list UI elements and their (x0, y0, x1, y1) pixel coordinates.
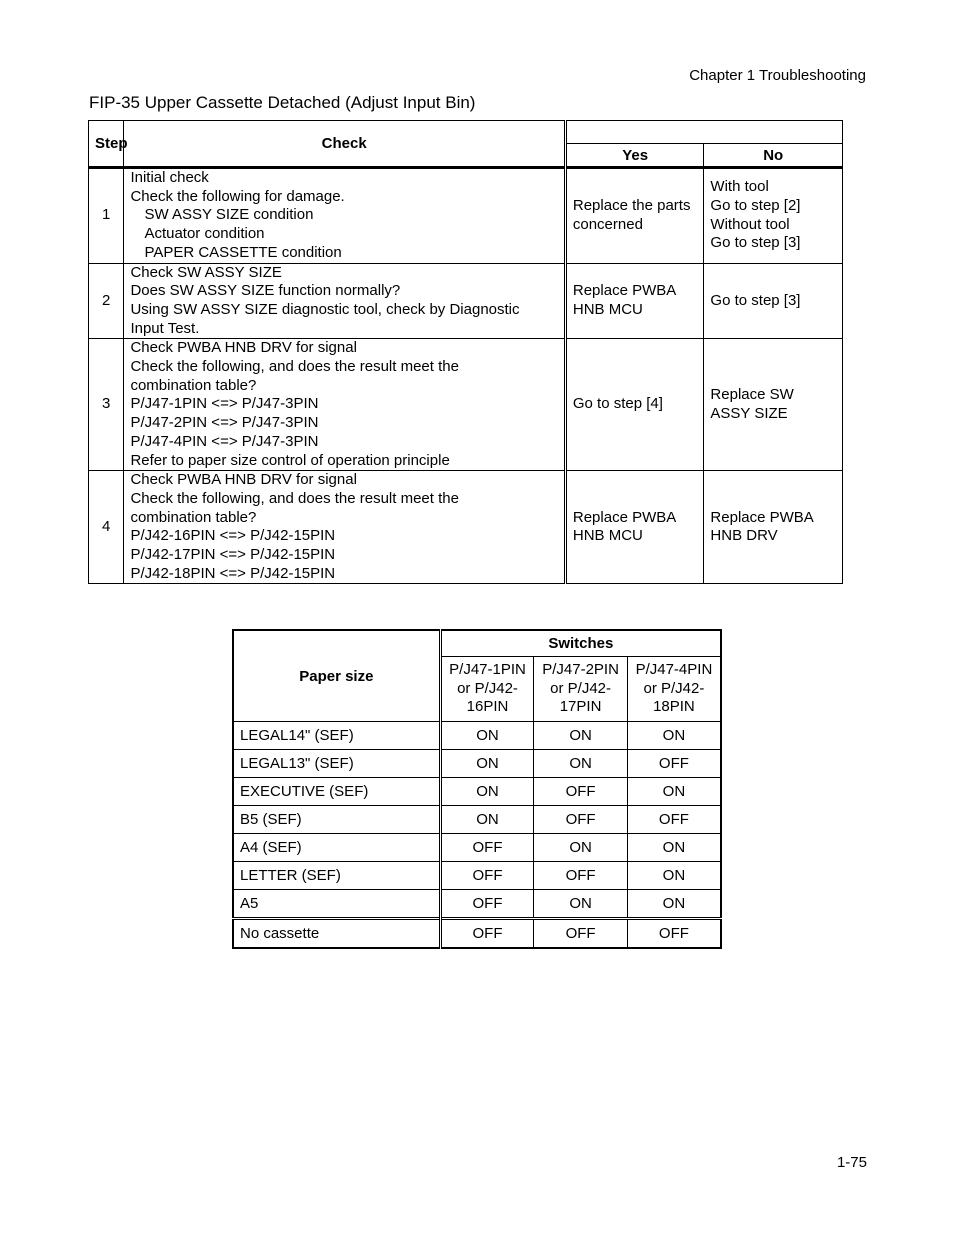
header-step: Step (89, 121, 124, 168)
check-line: Check the following for damage. (130, 187, 345, 205)
check-line: Check SW ASSY SIZE (130, 263, 282, 281)
switch-value-cell: ON (534, 750, 628, 778)
switch-value-cell: ON (627, 722, 721, 750)
table-row (233, 750, 721, 778)
check-line: P/J47-4PIN <=> P/J47-3PIN (130, 432, 319, 450)
switch-value-cell: OFF (534, 778, 628, 806)
switch-value-cell: ON (534, 834, 628, 862)
no-line: Replace PWBA (710, 508, 814, 526)
check-line: P/J42-17PIN <=> P/J42-15PIN (130, 546, 336, 564)
check-line: Refer to paper size control of operation principle (130, 451, 450, 469)
no-line: HNB DRV (710, 527, 778, 545)
switch-value-cell: ON (627, 778, 721, 806)
check-indent-line: Actuator condition (144, 225, 265, 243)
paper-size-cell: B5 (SEF) (233, 806, 440, 834)
paper-size-cell: EXECUTIVE (SEF) (233, 778, 440, 806)
check-line: Does SW ASSY SIZE function normally? (130, 282, 401, 300)
yes-line: Replace the parts (572, 197, 691, 215)
check-cell (124, 263, 565, 339)
switch-value-cell: OFF (534, 862, 628, 890)
no-line: Go to step [2] (710, 197, 801, 215)
check-line: P/J42-16PIN <=> P/J42-15PIN (130, 527, 336, 545)
check-cell (124, 168, 565, 264)
switch-value-cell: OFF (440, 890, 534, 919)
table-row (233, 778, 721, 806)
switch-column-header (534, 657, 628, 722)
no-line: With tool (710, 178, 769, 196)
check-line: Check PWBA HNB DRV for signal (130, 339, 357, 357)
switch-header-line: 18PIN (653, 698, 695, 716)
yes-line: concerned (572, 215, 643, 233)
check-line: Using SW ASSY SIZE diagnostic tool, check by Diagnostic (130, 300, 520, 318)
switch-column-header (440, 657, 534, 722)
paper-size-cell: A4 (SEF) (233, 834, 440, 862)
header-switches: Switches (440, 630, 721, 657)
switch-value-cell: OFF (627, 806, 721, 834)
switch-value-cell: ON (440, 806, 534, 834)
page-title: FIP-35 Upper Cassette Detached (Adjust Input Bin) (89, 93, 476, 112)
yes-line: HNB MCU (572, 527, 643, 545)
no-line: Replace SW (710, 386, 794, 404)
switch-value-cell: OFF (627, 750, 721, 778)
table-row (89, 263, 843, 339)
check-line: combination table? (130, 508, 257, 526)
check-indent-line: PAPER CASSETTE condition (144, 243, 342, 261)
table-row (89, 168, 843, 264)
paper-size-cell: LEGAL13" (SEF) (233, 750, 440, 778)
table-row (233, 890, 721, 919)
step-number: 4 (89, 471, 124, 584)
yes-line: Replace PWBA (572, 282, 677, 300)
switch-header-line: P/J47-1PIN (449, 661, 526, 679)
switch-value-cell: ON (534, 722, 628, 750)
switch-value-cell: OFF (440, 862, 534, 890)
switch-value-cell: ON (627, 890, 721, 919)
table-row (89, 339, 843, 471)
no-cell (704, 263, 843, 339)
yes-cell (565, 339, 704, 471)
check-line: Check PWBA HNB DRV for signal (130, 471, 357, 489)
switch-value-cell: OFF (534, 806, 628, 834)
check-line: P/J42-18PIN <=> P/J42-15PIN (130, 564, 336, 582)
no-line: ASSY SIZE (710, 404, 788, 422)
header-yes: Yes (565, 144, 704, 168)
chapter-header: Chapter 1 Troubleshooting (689, 67, 866, 84)
yes-line: Go to step [4] (572, 395, 663, 413)
table-row (233, 919, 721, 949)
step-number: 2 (89, 263, 124, 339)
switch-header-line: or P/J42- (457, 679, 518, 697)
switch-value-cell: OFF (440, 834, 534, 862)
check-line: Input Test. (130, 319, 200, 337)
yes-cell (565, 471, 704, 584)
yes-line: Replace PWBA (572, 508, 677, 526)
check-line: P/J47-1PIN <=> P/J47-3PIN (130, 395, 319, 413)
no-line: Without tool (710, 215, 790, 233)
switch-value-cell: OFF (534, 919, 628, 949)
header-result (565, 121, 842, 144)
check-cell (124, 471, 565, 584)
header-paper-size: Paper size (233, 630, 440, 722)
paper-size-cell: A5 (233, 890, 440, 919)
header-no: No (704, 144, 843, 168)
paper-size-cell: No cassette (233, 919, 440, 949)
switch-value-cell: OFF (627, 919, 721, 949)
no-cell (704, 168, 843, 264)
switch-value-cell: ON (627, 834, 721, 862)
switch-combination-table (232, 629, 722, 949)
switch-header-line: or P/J42- (643, 679, 705, 697)
step-number: 3 (89, 339, 124, 471)
check-line: Initial check (130, 169, 209, 186)
check-line: P/J47-2PIN <=> P/J47-3PIN (130, 414, 319, 432)
switch-value-cell: ON (627, 862, 721, 890)
switch-value-cell: ON (440, 722, 534, 750)
switch-header-line: or P/J42- (550, 679, 611, 697)
check-line: Check the following, and does the result meet the (130, 489, 459, 507)
switch-value-cell: ON (440, 778, 534, 806)
table-row (233, 834, 721, 862)
switch-column-header (627, 657, 721, 722)
no-line: Go to step [3] (710, 291, 801, 309)
no-cell (704, 339, 843, 471)
table-row (233, 806, 721, 834)
check-cell (124, 339, 565, 471)
check-line: Check the following, and does the result meet the (130, 358, 459, 376)
switch-header-line: P/J47-4PIN (635, 661, 713, 679)
page-number: 1-75 (836, 1154, 867, 1171)
switch-value-cell: OFF (440, 919, 534, 949)
table-row (233, 862, 721, 890)
switch-value-cell: ON (440, 750, 534, 778)
step-number: 1 (89, 168, 124, 264)
switch-header-line: 16PIN (466, 698, 509, 716)
check-line: combination table? (130, 376, 257, 394)
yes-line: HNB MCU (572, 300, 643, 318)
yes-cell (565, 263, 704, 339)
yes-cell (565, 168, 704, 264)
switch-header-line: P/J47-2PIN (542, 661, 619, 679)
paper-size-cell: LETTER (SEF) (233, 862, 440, 890)
table-row (89, 471, 843, 584)
check-indent-line: SW ASSY SIZE condition (144, 206, 314, 224)
paper-size-cell: LEGAL14" (SEF) (233, 722, 440, 750)
header-check: Check (124, 121, 565, 168)
switch-value-cell: ON (534, 890, 628, 919)
switch-header-line: 17PIN (559, 698, 602, 716)
no-cell (704, 471, 843, 584)
troubleshooting-table (88, 120, 843, 584)
no-line: Go to step [3] (710, 234, 801, 252)
table-row (233, 722, 721, 750)
